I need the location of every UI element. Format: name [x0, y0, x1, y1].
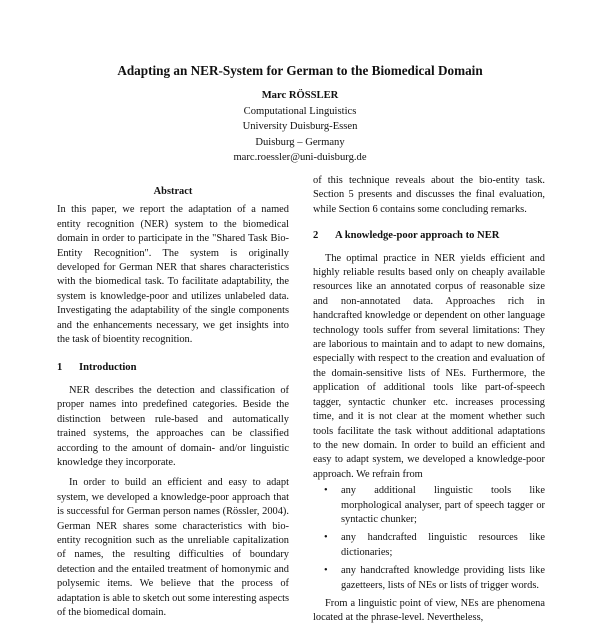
section-2-bullet-list [313, 484, 545, 593]
affiliation-line-2: University Duisburg-Essen [242, 121, 358, 133]
section-1-title: Introduction [79, 362, 137, 374]
affiliation-line-3: Duisburg – Germany [255, 136, 345, 148]
bullet-item [324, 531, 545, 560]
bullet-icon: • [324, 565, 328, 577]
section-2-number: 2 [313, 230, 319, 242]
abstract-text: In this paper, we report the adaptation of a named entity recognition (NER) system to the biomedical domain in order to participate in the "Shared Task Bio-Entity Recognition". The system is originally developed for German NER that shares characteristics with the biomedical task. To facilitate adaptability, the system is knowledge-poor and utilizes unlabeled data. Investigating the adaptability of the single components and the enhancements necessary, we get insights into the task of bioentity recognition. [57, 204, 289, 346]
left-column [57, 185, 289, 620]
section-1-paragraph-1: NER describes the detection and classification of proper names into predefined categories. Beside the distinction between rule-based and automatically trained systems, the approaches can be classified according to the amount of domain- and/or linguistic knowledge they incorporate. [57, 384, 289, 468]
author-block [0, 88, 600, 166]
bullet-icon: • [324, 532, 328, 544]
paper-title: Adapting an NER-System for German to the Biomedical Domain [117, 63, 483, 78]
author-email[interactable]: marc.roessler@uni-duisburg.de [233, 152, 367, 164]
section-2-heading [313, 229, 545, 243]
section-1-paragraph-2: In order to build an efficient and easy to adapt system, we developed a knowledge-poor approach that is successful for German person names (Rössler, 2004). German NER shares some characteristics with bio-entity recognition such as the unreliable capitalization of names, the resulting difficulties of boundary detection and the entailed treatment of homonymic and polysemic items. We believe that the process of adaptation is able to sketch out some interesting aspects of the biomedical domain. [57, 477, 289, 618]
bullet-item [324, 484, 545, 527]
section-2-paragraph-2: From a linguistic point of view, NEs are phenomena located at the phrase-level. Nevertheless, [313, 597, 545, 624]
section-2-title: A knowledge-poor approach to NER [335, 230, 500, 242]
bullet-icon: • [324, 485, 328, 497]
affiliation-line-1: Computational Linguistics [243, 105, 357, 117]
section-2-paragraph-1: The optimal practice in NER yields efficient and highly reliable results based only on cheaply available resources like an annotated corpus of reasonable size and non-annotated data. Approaches rich in handcrafted knowledge or dependent on other language technology tools suffer from several limitations: They are laborious to maintain and to adapt to new domains, especially with respect to the creation and evaluation of the domain-sensitive lists of NEs. Furthermore, the application of additional tools like part-of-speech tagger, syntactic chunker etc. increases processing time, and it is not clear at the moment whether such tools facilitate the task without additional adaptations to the new domain. In order to build an efficient and easy to adapt system, we developed a knowledge-poor approach. We refrain from [313, 252, 545, 480]
bullet-text: any additional linguistic tools like morphological analyser, part of speech tagger or syntactic chunker; [341, 485, 545, 525]
right-column-continuation: of this technique reveals about the bio-entity task. Section 5 presents and discusses the final evaluation, while Section 6 contains some concluding remarks. [313, 175, 545, 215]
author-name: Marc RÖSSLER [261, 90, 339, 101]
section-1-heading [57, 361, 289, 375]
bullet-text: any handcrafted linguistic resources like dictionaries; [341, 532, 545, 558]
bullet-text: any handcrafted knowledge providing lists like gazetteers, lists of NEs or lists of trigger words. [341, 565, 545, 591]
section-1-number: 1 [57, 362, 63, 374]
abstract-heading: Abstract [153, 186, 193, 197]
bullet-item [324, 564, 545, 593]
right-column [313, 174, 545, 626]
